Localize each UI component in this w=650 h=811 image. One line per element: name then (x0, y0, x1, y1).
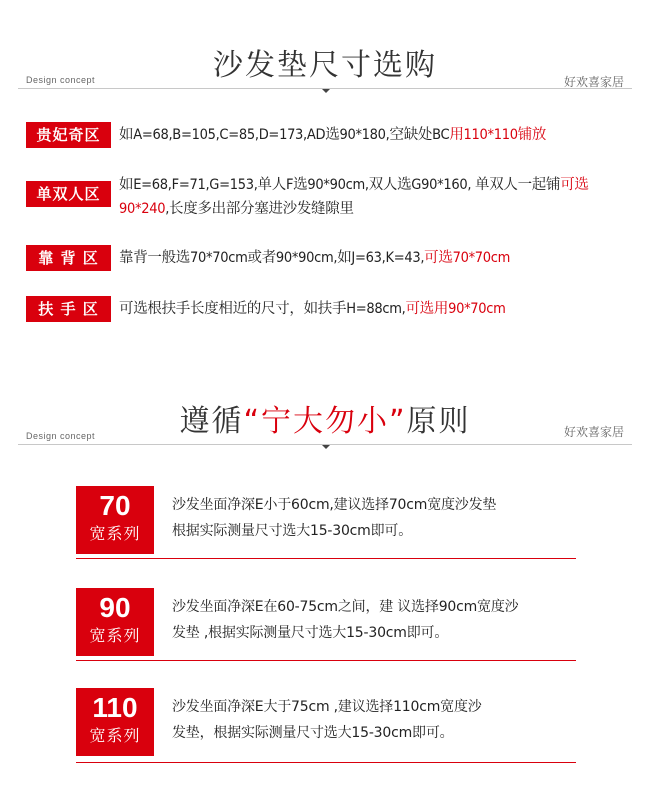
series-badge (76, 486, 154, 554)
zone-text-highlight: 可选70*70cm (424, 250, 511, 266)
series-subtitle: 宽系列 (89, 626, 141, 645)
zone-text (119, 173, 609, 221)
zone-label: 扶 手 区 (26, 296, 111, 322)
series-subtitle: 宽系列 (89, 726, 141, 745)
zone-text-plain: 如E=68,F=71,G=153,单人F选90*90cm,双人选G90*160, 单双人一起铺 (119, 177, 561, 193)
section2-title (0, 396, 650, 440)
zone-row-armrest (26, 296, 626, 322)
series-block-70 (76, 486, 576, 554)
section1-brand: 好欢喜家居 (563, 75, 624, 89)
zone-label: 靠 背 区 (26, 245, 111, 271)
series-underline (76, 762, 576, 763)
series-block-110 (76, 688, 576, 756)
series-desc-line: 沙发坐面净深E大于75cm ,建议选择110cm宽度沙 (172, 699, 482, 715)
zone-row-guifei (26, 122, 626, 148)
zone-label: 单双人区 (26, 181, 111, 207)
zone-text-highlight: 可选90*240 (119, 177, 589, 217)
zone-label: 贵妃奇区 (26, 122, 111, 148)
section2-title-highlight: “宁大勿小” (243, 404, 407, 439)
series-underline (76, 558, 576, 559)
zone-text-highlight: 用110*110铺放 (449, 127, 547, 143)
zone-text-plain: 靠背一般选70*70cm或者90*90cm,如J=63,K=43, (119, 250, 425, 266)
series-number: 90 (99, 592, 131, 623)
zone-row-backrest (26, 245, 626, 271)
series-desc-line: 根据实际测量尺寸选大15-30cm即可。 (172, 523, 413, 539)
section2-title-before: 遵循 (179, 404, 244, 439)
section2-tag: Design concept (26, 431, 96, 441)
series-description (172, 492, 582, 544)
section2-brand: 好欢喜家居 (563, 425, 624, 439)
zone-text (119, 245, 510, 270)
section1-caret-icon (322, 89, 330, 93)
series-desc-line: 发垫，根据实际测量尺寸选大15-30cm即可。 (172, 725, 454, 741)
series-description (172, 694, 582, 746)
series-description (172, 594, 582, 646)
section1-tag: Design concept (26, 75, 96, 85)
series-desc-line: 沙发坐面净深E在60-75cm之间，建 议选择90cm宽度沙 (172, 599, 519, 615)
zone-text-plain: 如A=68,B=105,C=85,D=173,AD选90*180,空缺处BC (119, 127, 450, 143)
section2-title-after: 原则 (406, 404, 471, 439)
series-underline (76, 660, 576, 661)
section2-caret-icon (322, 445, 330, 449)
series-subtitle: 宽系列 (89, 524, 141, 543)
series-desc-line: 发垫 ,根据实际测量尺寸选大15-30cm即可。 (172, 625, 449, 641)
series-badge (76, 588, 154, 656)
series-number: 70 (99, 490, 131, 521)
zone-row-single-double (26, 173, 626, 221)
series-desc-line: 沙发坐面净深E小于60cm,建议选择70cm宽度沙发垫 (172, 497, 497, 513)
series-badge (76, 688, 154, 756)
zone-text (119, 122, 546, 147)
zone-text-after: ,长度多出部分塞进沙发缝隙里 (165, 201, 354, 217)
section1-title: 沙发垫尺寸选购 (213, 48, 437, 83)
zone-text-plain: 可选根扶手长度相近的尺寸，如扶手H=88cm, (119, 301, 406, 317)
zone-text-highlight: 可选用90*70cm (405, 301, 506, 317)
series-block-90 (76, 588, 576, 656)
zone-text (119, 296, 506, 321)
series-number: 110 (92, 692, 138, 723)
